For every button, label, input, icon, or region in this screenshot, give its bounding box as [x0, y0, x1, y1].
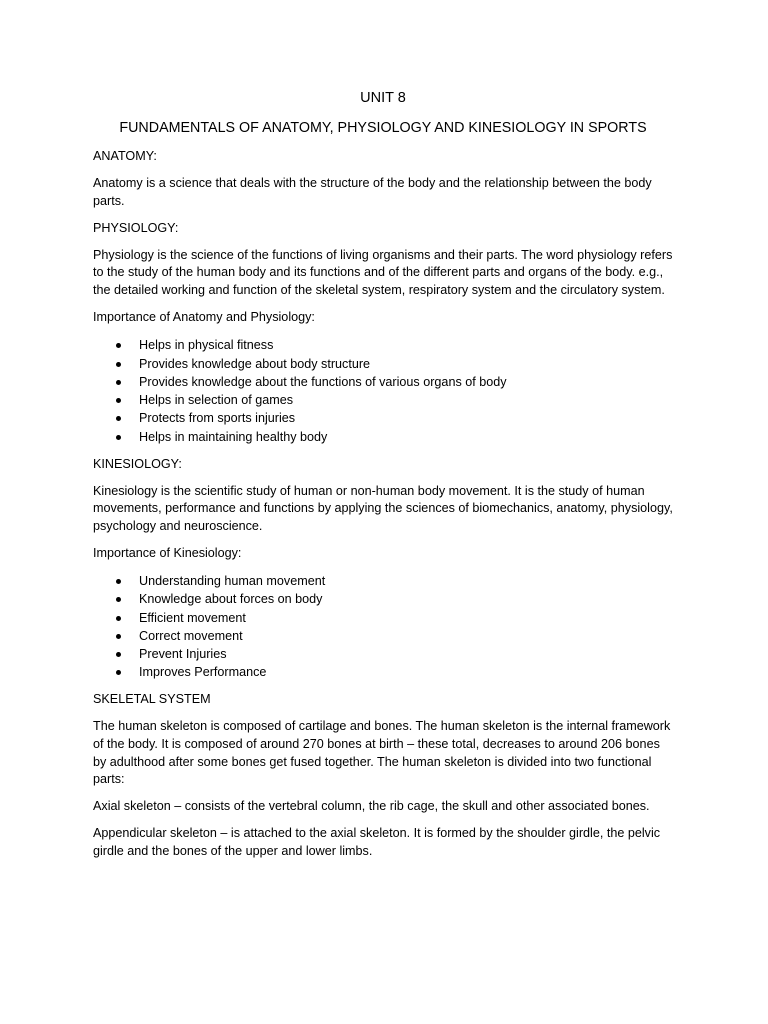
unit-title: UNIT 8 — [360, 90, 406, 106]
anatomy-paragraph: Anatomy is a science that deals with the structure of the body and the relationship between the body parts. — [93, 176, 652, 208]
importance-kinesiology-heading: Importance of Kinesiology: — [93, 545, 242, 560]
kinesiology-heading: KINESIOLOGY: — [93, 456, 182, 471]
importance-kinesiology-list — [93, 572, 673, 682]
list-item-text: Provides knowledge about the functions of various organs of body — [139, 374, 507, 389]
list-item — [93, 627, 673, 645]
list-item — [93, 590, 673, 608]
list-item-text: Correct movement — [139, 628, 243, 643]
list-item-text: Efficient movement — [139, 610, 246, 625]
bullet-icon — [116, 670, 121, 675]
bullet-icon — [116, 398, 121, 403]
list-item — [93, 336, 673, 354]
skeletal-system-heading: SKELETAL SYSTEM — [93, 692, 211, 707]
skeletal-system-paragraph: The human skeleton is composed of cartilage and bones. The human skeleton is the internal framework of the body. It is composed of around 270 bones at birth – these total, decreases to around 206 bones by adulthood after some bones get fused together. The human skeleton is divided into two functional parts: — [93, 719, 671, 787]
list-item-text: Helps in physical fitness — [139, 338, 274, 353]
list-item-text: Provides knowledge about body structure — [139, 356, 371, 371]
list-item-text: Improves Performance — [139, 665, 267, 680]
list-item — [93, 609, 673, 627]
bullet-icon — [116, 616, 121, 621]
list-item — [93, 409, 673, 427]
list-item — [93, 355, 673, 373]
bullet-icon — [116, 652, 121, 657]
bullet-icon — [116, 579, 121, 584]
list-item — [93, 663, 673, 681]
physiology-heading: PHYSIOLOGY: — [93, 220, 179, 235]
document-page — [93, 88, 673, 870]
list-item — [93, 428, 673, 446]
list-item — [93, 391, 673, 409]
list-item-text: Protects from sports injuries — [139, 411, 296, 426]
document-title: FUNDAMENTALS OF ANATOMY, PHYSIOLOGY AND KINESIOLOGY IN SPORTS — [119, 120, 647, 136]
bullet-icon — [116, 435, 121, 440]
list-item-text: Helps in maintaining healthy body — [139, 429, 328, 444]
list-item-text: Prevent Injuries — [139, 647, 227, 662]
list-item-text: Helps in selection of games — [139, 393, 294, 408]
bullet-icon — [116, 597, 121, 602]
list-item — [93, 373, 673, 391]
importance-anatomy-physiology-list — [93, 336, 673, 446]
bullet-icon — [116, 380, 121, 385]
importance-anatomy-physiology-heading: Importance of Anatomy and Physiology: — [93, 310, 315, 325]
list-item — [93, 572, 673, 590]
bullet-icon — [116, 416, 121, 421]
bullet-icon — [116, 343, 121, 348]
list-item-text: Knowledge about forces on body — [139, 592, 323, 607]
kinesiology-paragraph: Kinesiology is the scientific study of human or non-human body movement. It is the study of human movements, performance and functions by applying the sciences of biomechanics, anatomy, physiology, psychology and neuroscience. — [93, 483, 673, 533]
appendicular-skeleton-paragraph: Appendicular skeleton – is attached to the axial skeleton. It is formed by the shoulder girdle, the pelvic girdle and the bones of the upper and lower limbs. — [93, 826, 661, 858]
anatomy-heading: ANATOMY: — [93, 149, 157, 163]
physiology-paragraph: Physiology is the science of the functions of living organisms and their parts. The word physiology refers to the study of the human body and its functions and of the different parts and organs of the body. e.g., the detailed working and function of the skeletal system, respiratory system and the circulatory system. — [93, 247, 673, 298]
list-item-text: Understanding human movement — [139, 574, 326, 588]
axial-skeleton-paragraph: Axial skeleton – consists of the vertebral column, the rib cage, the skull and other associated bones. — [93, 799, 650, 814]
list-item — [93, 645, 673, 663]
bullet-icon — [116, 634, 121, 639]
bullet-icon — [116, 362, 121, 367]
